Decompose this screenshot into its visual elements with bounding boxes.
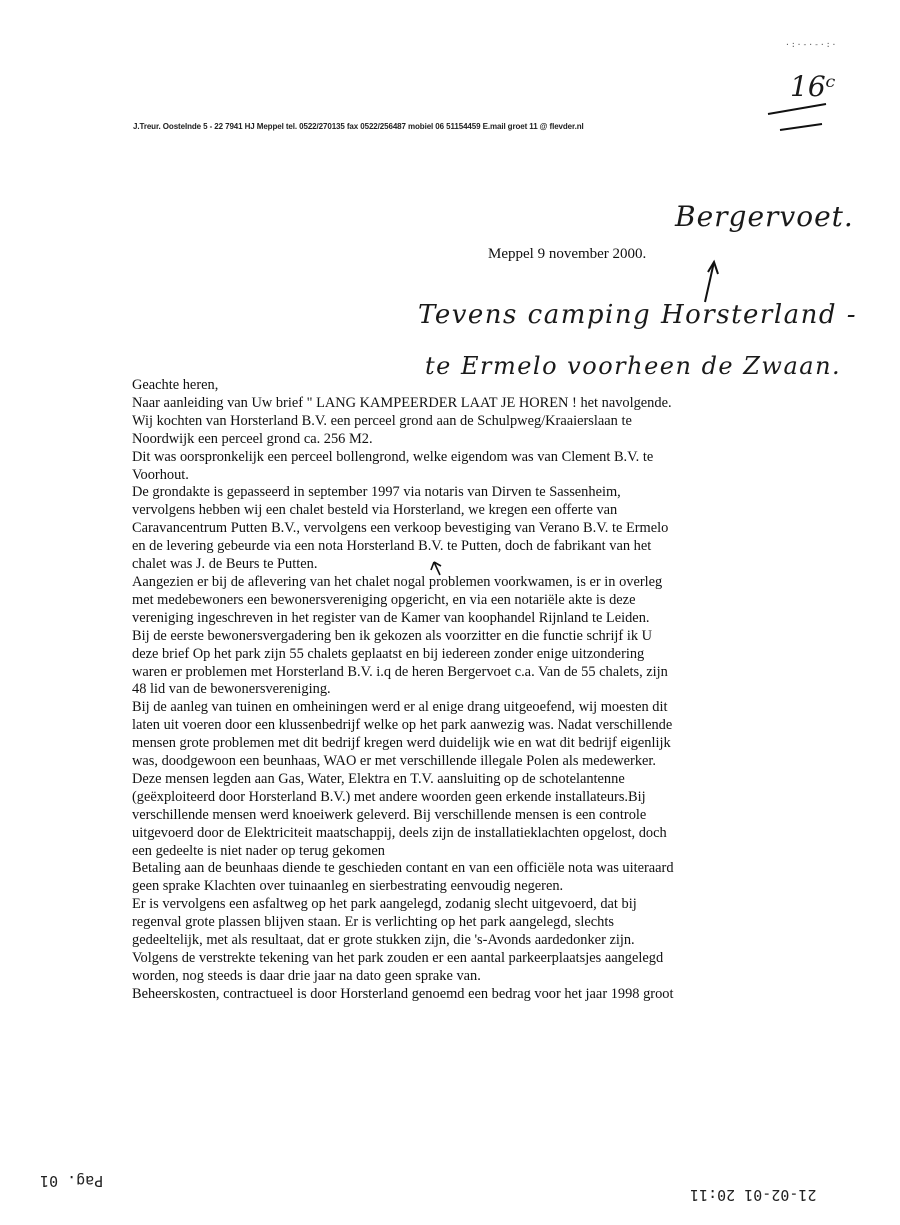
body-line: Bij de aanleg van tuinen en omheiningen werd er al enige drang uitgeoefend, wij moesten dit [132, 699, 668, 716]
fax-transmission-marks: ·:·-·-·:· [785, 40, 838, 49]
mark-underline-1 [768, 104, 826, 114]
body-line: (geëxploiteerd door Horsterland B.V.) met andere woorden geen erkende installateurs.Bij [132, 788, 646, 805]
handwritten-note-line-1: Tevens camping Horsterland - [418, 300, 858, 330]
body-line: Dit was oorspronkelijk een perceel bollengrond, welke eigendom was van Clement B.V. te [132, 448, 654, 465]
handwritten-note-line-2: te Ermelo voorheen de Zwaan. [425, 352, 842, 380]
body-line: Noordwijk een perceel grond ca. 256 M2. [132, 430, 373, 447]
body-line: Bij de eerste bewonersvergadering ben ik gekozen als voorzitter en die functie schrijf ik U [132, 627, 653, 644]
letter-body [132, 377, 772, 1004]
arrow-to-date [705, 262, 714, 302]
body-line: Volgens de verstrekte tekening van het park zouden er een aantal parkeerplaatsjes aangelegd [132, 950, 664, 966]
body-line: Deze mensen legden aan Gas, Water, Elektra en T.V. aansluiting op de schotelantenne [132, 770, 625, 787]
body-line: deze brief Op het park zijn 55 chalets geplaatst en bij iedereen zonder enige uitzondering [132, 645, 645, 662]
fax-page-number: Pag. 01 [40, 1172, 104, 1190]
body-line: De grondakte is gepasseerd in september 1997 via notaris van Dirven te Sassenheim, [132, 484, 621, 501]
body-line: worden, nog steeds is daar drie jaar na dato geen sprake van. [132, 967, 481, 984]
body-line: uitgevoerd door de Elektriciteit maatschappij, deels zijn de installatieklachten opgelost, doch [132, 824, 667, 841]
body-line: Aangezien er bij de aflevering van het chalet nogal problemen voorkwamen, is er in overleg [132, 573, 663, 590]
body-line: laten uit voeren door een klussenbedrijf welke op het park aanwezig was. Nadat verschillende [132, 717, 673, 734]
body-line: Caravancentrum Putten B.V., vervolgens een verkoop bevestiging van Verano B.V. te Ermelo [132, 520, 669, 537]
body-line: Geachte heren, [132, 377, 219, 393]
body-line: en de levering gebeurde via een nota Horsterland B.V. te Putten, doch de fabrikant van het [132, 538, 652, 555]
letter-date: Meppel 9 november 2000. [488, 246, 647, 262]
body-line: regenval grote plassen blijven staan. Er is verlichting op het park aangelegd, slechts [132, 914, 614, 931]
body-line: chalet was J. de Beurs te Putten. [132, 556, 318, 573]
fax-timestamp: 21-02-01 20:11 [690, 1186, 817, 1204]
body-line: Voorhout. [132, 466, 189, 483]
body-line: gedeeltelijk, met als resultaat, dat er grote stukken zijn, die 's-Avonds aardedonker zijn. [132, 932, 635, 949]
body-line: een gedeelte is niet nader op terug gekomen [132, 842, 385, 859]
body-line: met medebewoners een bewonersvereniging opgericht, en via een notariële akte is deze [132, 591, 636, 608]
handwritten-name-note: Bergervoet. [675, 200, 854, 233]
body-line: was, doodgewoon een beunhaas, WAO er met verschillende illegale Polen als medewerker. [132, 753, 657, 770]
body-line: geen sprake Klachten over tuinaanleg en sierbestrating eenvoudig negeren. [132, 878, 564, 895]
body-line: waren er problemen met Horsterland B.V. i.q de heren Bergervoet c.a. Van de 55 chalets, zijn [132, 663, 668, 680]
body-line: mensen grote problemen met dit bedrijf kregen werd duidelijk wie en wat dit bedrijf eigenlijk [132, 735, 671, 752]
mark-underline-2 [780, 124, 822, 130]
body-line: Wij kochten van Horsterland B.V. een perceel grond aan de Schulpweg/Kraaierslaan te [132, 412, 632, 429]
body-line: Betaling aan de beunhaas diende te geschieden contant en van een officiële nota was uiteraard [132, 860, 674, 877]
body-line: Er is vervolgens een asfaltweg op het park aangelegd, zodanig slecht uitgevoerd, dat bij [132, 896, 637, 913]
body-line: Naar aanleiding van Uw brief " LANG KAMPEERDER LAAT JE HOREN ! het navolgende. [132, 394, 672, 411]
body-line: verschillende mensen werd knoeiwerk geleverd. Bij verschillende mensen is een controle [132, 806, 647, 823]
body-line: vereniging ingeschreven in het register van de Kamer van koophandel Rijnland te Leiden. [132, 609, 650, 626]
arrow-to-date-head [708, 262, 718, 274]
body-line: Beheerskosten, contractueel is door Horsterland genoemd een bedrag voor het jaar 1998 groot [132, 985, 674, 1002]
body-line: vervolgens hebben wij een chalet besteld via Horsterland, we kregen een offerte van [132, 502, 618, 519]
handwritten-page-mark: 16ᶜ [790, 70, 836, 103]
letterhead: J.Treur. Oostelnde 5 - 22 7941 HJ Meppel tel. 0522/270135 fax 0522/256487 mobiel 06 51154459 E.mail groet 11 @ flevder.nl [133, 122, 584, 131]
body-line: 48 lid van de bewonersvereniging. [132, 681, 331, 698]
